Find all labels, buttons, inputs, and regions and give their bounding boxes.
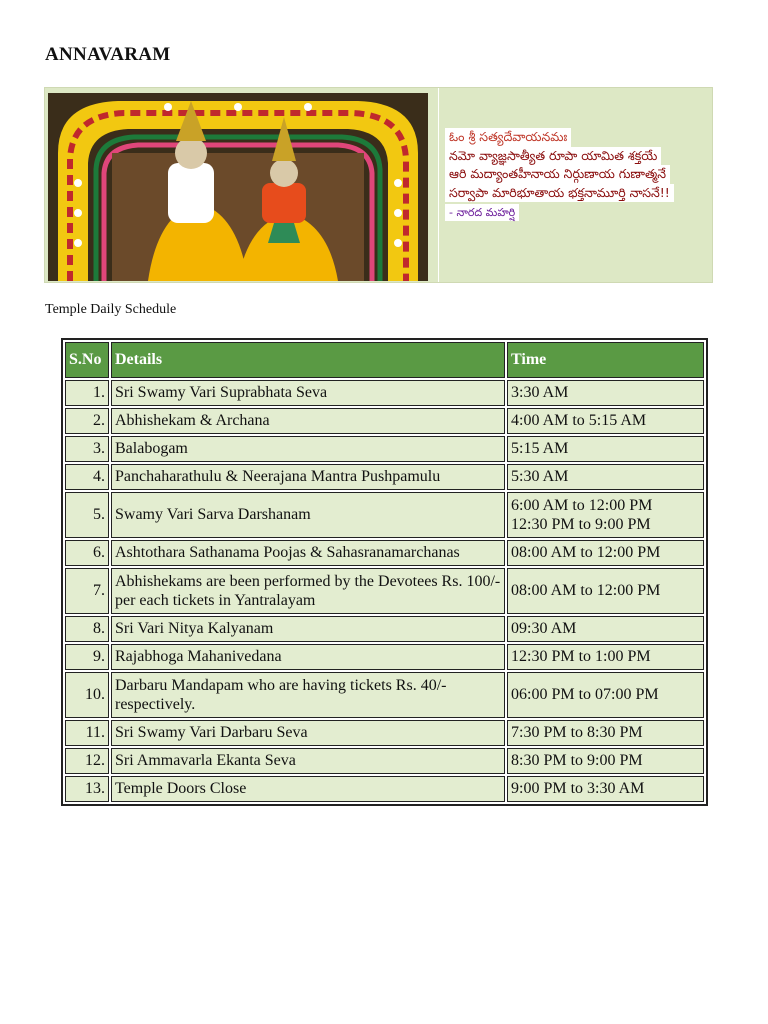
cell-sno: 4. bbox=[65, 464, 109, 490]
table-row bbox=[65, 776, 704, 802]
table-row bbox=[65, 464, 704, 490]
cell-sno: 2. bbox=[65, 408, 109, 434]
table-header-row bbox=[65, 342, 704, 378]
verse-attribution: - నారద మహర్షి bbox=[445, 204, 519, 221]
cell-time: 12:30 PM to 1:00 PM bbox=[507, 644, 704, 670]
cell-details: Sri Swamy Vari Suprabhata Seva bbox=[111, 380, 505, 406]
cell-sno: 13. bbox=[65, 776, 109, 802]
cell-time: 09:30 AM bbox=[507, 616, 704, 642]
cell-details: Balabogam bbox=[111, 436, 505, 462]
table-row bbox=[65, 408, 704, 434]
schedule-body bbox=[65, 380, 704, 802]
cell-details: Temple Doors Close bbox=[111, 776, 505, 802]
cell-time: 5:30 AM bbox=[507, 464, 704, 490]
cell-sno: 3. bbox=[65, 436, 109, 462]
cell-time: 7:30 PM to 8:30 PM bbox=[507, 720, 704, 746]
cell-time: 08:00 AM to 12:00 PM bbox=[507, 540, 704, 566]
cell-time: 6:00 AM to 12:00 PM 12:30 PM to 9:00 PM bbox=[507, 492, 704, 538]
table-row bbox=[65, 492, 704, 538]
cell-sno: 12. bbox=[65, 748, 109, 774]
column-header-sno: S.No bbox=[65, 342, 109, 378]
cell-time: 06:00 PM to 07:00 PM bbox=[507, 672, 704, 718]
table-row bbox=[65, 644, 704, 670]
cell-details: Sri Ammavarla Ekanta Seva bbox=[111, 748, 505, 774]
schedule-table bbox=[61, 338, 708, 806]
cell-details: Panchaharathulu & Neerajana Mantra Pushpamulu bbox=[111, 464, 505, 490]
verse-line: ఆరి మద్యాంతహీనాయ నిర్గుణాయ గుణాత్మనే bbox=[445, 165, 670, 184]
cell-sno: 7. bbox=[65, 568, 109, 614]
table-row bbox=[65, 380, 704, 406]
table-row bbox=[65, 540, 704, 566]
cell-details: Ashtothara Sathanama Poojas & Sahasranamarchanas bbox=[111, 540, 505, 566]
table-row bbox=[65, 616, 704, 642]
cell-details: Sri Vari Nitya Kalyanam bbox=[111, 616, 505, 642]
table-row bbox=[65, 720, 704, 746]
cell-time: 4:00 AM to 5:15 AM bbox=[507, 408, 704, 434]
sanskrit-verse bbox=[445, 128, 674, 221]
cell-sno: 5. bbox=[65, 492, 109, 538]
deity-photo bbox=[48, 93, 428, 281]
cell-details: Abhishekam & Archana bbox=[111, 408, 505, 434]
table-row bbox=[65, 748, 704, 774]
table-row bbox=[65, 436, 704, 462]
page-title: ANNAVARAM bbox=[45, 44, 171, 65]
cell-sno: 10. bbox=[65, 672, 109, 718]
column-header-details: Details bbox=[111, 342, 505, 378]
table-row bbox=[65, 568, 704, 614]
column-header-time: Time bbox=[507, 342, 704, 378]
schedule-caption: Temple Daily Schedule bbox=[45, 302, 177, 317]
cell-time: 8:30 PM to 9:00 PM bbox=[507, 748, 704, 774]
table-row bbox=[65, 672, 704, 718]
banner bbox=[44, 87, 713, 283]
cell-time: 9:00 PM to 3:30 AM bbox=[507, 776, 704, 802]
cell-details: Darbaru Mandapam who are having tickets Rs. 40/- respectively. bbox=[111, 672, 505, 718]
verse-line: ఓం శ్రీ సత్యదేవాయనమః bbox=[445, 128, 571, 147]
cell-details: Sri Swamy Vari Darbaru Seva bbox=[111, 720, 505, 746]
cell-details: Rajabhoga Mahanivedana bbox=[111, 644, 505, 670]
verse-line: నమో వ్యాజ్ఞసాత్యీత రూపా యామిత శక్తయే bbox=[445, 147, 661, 166]
cell-details: Swamy Vari Sarva Darshanam bbox=[111, 492, 505, 538]
cell-time: 08:00 AM to 12:00 PM bbox=[507, 568, 704, 614]
cell-sno: 8. bbox=[65, 616, 109, 642]
cell-time: 5:15 AM bbox=[507, 436, 704, 462]
cell-details: Abhishekams are been performed by the Devotees Rs. 100/- per each tickets in Yantralayam bbox=[111, 568, 505, 614]
cell-sno: 11. bbox=[65, 720, 109, 746]
verse-line: సర్వాపా మారిభూతాయ భక్తనామూర్తి నాసనే!! bbox=[445, 184, 674, 203]
cell-sno: 6. bbox=[65, 540, 109, 566]
cell-sno: 9. bbox=[65, 644, 109, 670]
cell-sno: 1. bbox=[65, 380, 109, 406]
cell-time: 3:30 AM bbox=[507, 380, 704, 406]
